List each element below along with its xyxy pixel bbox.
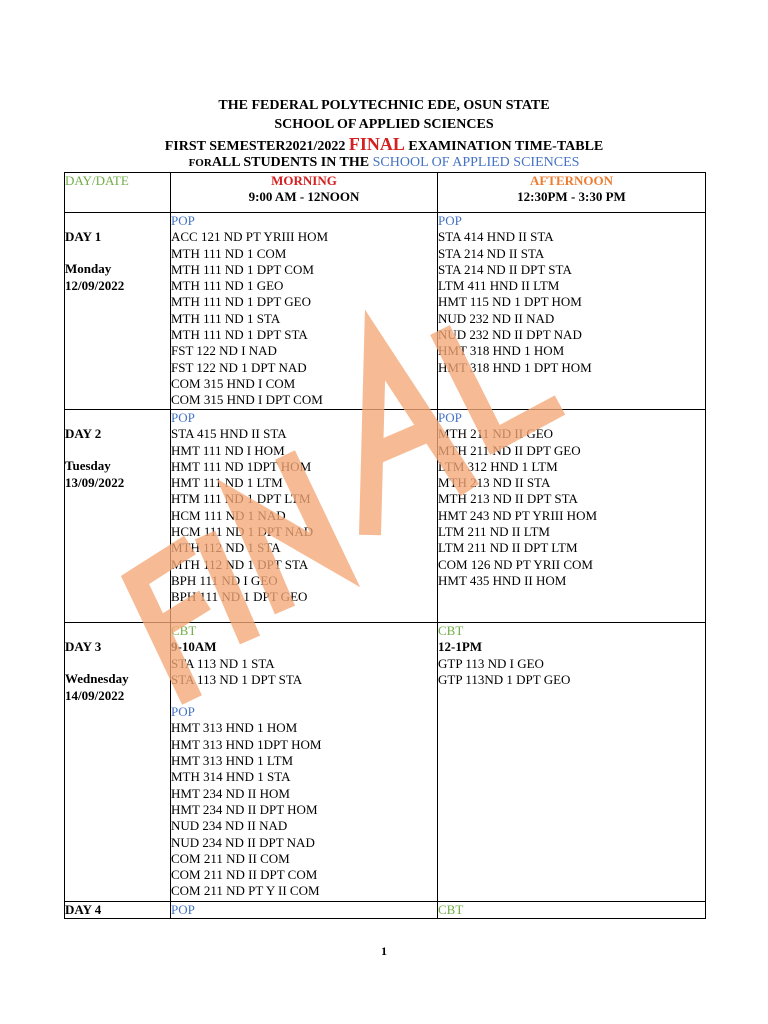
weekday: Wednesday <box>65 671 129 687</box>
course-entry: MTH 112 ND 1 DPT STA <box>171 556 309 572</box>
course-entry: HTM 111 ND 1 DPT LTM <box>171 491 311 507</box>
course-entry: NUD 234 ND II NAD <box>171 818 288 834</box>
course-list <box>438 656 705 689</box>
day-label: DAY 2 <box>65 426 102 441</box>
afternoon-cell <box>438 213 706 410</box>
exam-mode-tag: POP <box>171 704 195 720</box>
course-entry: NUD 232 ND II NAD <box>438 310 555 326</box>
course-list <box>171 426 437 605</box>
course-entry: HMT 313 HND 1 HOM <box>171 720 298 736</box>
school-name: SCHOOL OF APPLIED SCIENCES <box>274 117 494 132</box>
exam-mode-tag: CBT <box>438 623 464 638</box>
cbt-time: 9-10AM <box>171 639 217 655</box>
course-entry: MTH 111 ND 1 DPT GEO <box>171 294 311 310</box>
course-entry: MTH 211 ND II GEO <box>438 426 554 442</box>
course-entry: HMT 243 ND PT YRIII HOM <box>438 507 598 523</box>
morning-time: 9:00 AM - 12NOON <box>248 189 360 205</box>
table-row-day-4 <box>65 902 706 919</box>
afternoon-cell <box>438 623 706 902</box>
course-entry: COM 126 ND PT YRII COM <box>438 556 593 572</box>
exam-mode-tag: POP <box>438 213 462 228</box>
course-entry: HCM 111 ND 1 DPT NAD <box>171 524 314 540</box>
audience-line <box>0 155 768 171</box>
course-entry: MTH 111 ND 1 DPT COM <box>171 261 314 277</box>
weekday: Tuesday <box>65 458 111 474</box>
course-entry: MTH 111 ND 1 DPT STA <box>171 327 308 343</box>
course-entry: STA 113 ND 1 STA <box>171 655 275 671</box>
course-entry: MTH 211 ND II DPT GEO <box>438 442 581 458</box>
afternoon-header <box>438 173 706 213</box>
course-entry: HMT 318 HND 1 DPT HOM <box>438 359 592 375</box>
course-entry: GTP 113 ND I GEO <box>438 655 544 671</box>
morning-cell <box>171 410 438 623</box>
course-entry: HMT 234 ND II HOM <box>171 785 290 801</box>
day-cell <box>65 902 171 919</box>
course-entry: STA 415 HND II STA <box>171 426 287 442</box>
course-entry: HMT 435 HND II HOM <box>438 572 567 588</box>
course-entry: LTM 211 ND II DPT LTM <box>438 540 578 556</box>
course-entry: ACC 121 ND PT YRIII HOM <box>171 229 329 245</box>
morning-cell <box>171 902 438 919</box>
exam-mode-tag: CBT <box>171 623 197 638</box>
exam-mode-tag: POP <box>171 902 195 917</box>
course-entry: MTH 314 HND 1 STA <box>171 769 291 785</box>
course-entry: HMT 318 HND 1 HOM <box>438 343 565 359</box>
day-cell <box>65 410 171 623</box>
course-list <box>171 720 437 899</box>
morning-label: MORNING <box>271 173 337 188</box>
date: 13/09/2022 <box>65 474 125 490</box>
table-row-day-2 <box>65 410 706 623</box>
for-label: FOR <box>188 157 212 169</box>
morning-cell <box>171 623 438 902</box>
course-entry: STA 214 ND II STA <box>438 245 545 261</box>
course-entry: LTM 312 HND 1 LTM <box>438 458 558 474</box>
exam-mode-tag: CBT <box>438 902 464 917</box>
table-row-day-1 <box>65 213 706 410</box>
course-entry: COM 211 ND PT Y II COM <box>171 883 320 899</box>
day-cell <box>65 623 171 902</box>
course-entry: COM 315 HND I DPT COM <box>171 392 323 408</box>
timetable-title <box>0 134 768 155</box>
course-entry: HCM 111 ND 1 NAD <box>171 507 286 523</box>
course-entry: FST 122 ND 1 DPT NAD <box>171 359 307 375</box>
exam-mode-tag: POP <box>171 213 195 228</box>
audience-text: ALL STUDENTS IN THE <box>211 155 373 170</box>
course-entry: GTP 113ND 1 DPT GEO <box>438 671 571 687</box>
course-entry: HMT 111 ND 1DPT HOM <box>171 458 312 474</box>
course-entry: NUD 234 ND II DPT NAD <box>171 834 315 850</box>
title-prefix: FIRST SEMESTER2021/2022 <box>164 139 349 154</box>
morning-header <box>171 173 438 213</box>
course-entry: NUD 232 ND II DPT NAD <box>438 327 582 343</box>
course-entry: HMT 111 ND I HOM <box>171 442 285 458</box>
table-header-row <box>65 173 706 213</box>
course-entry: MTH 111 ND 1 STA <box>171 310 281 326</box>
course-entry: STA 214 ND II DPT STA <box>438 261 572 277</box>
course-list <box>171 229 437 408</box>
school-link-text: SCHOOL OF APPLIED SCIENCES <box>372 155 580 170</box>
day-label: DAY 4 <box>65 902 102 917</box>
exam-mode-tag: POP <box>171 410 195 425</box>
day-cell <box>65 213 171 410</box>
course-entry: MTH 213 ND II STA <box>438 475 551 491</box>
course-entry: STA 414 HND II STA <box>438 229 554 245</box>
daydate-header <box>65 173 171 213</box>
afternoon-time: 12:30PM - 3:30 PM <box>517 189 626 205</box>
course-entry: MTH 111 ND 1 GEO <box>171 278 284 294</box>
course-entry: BPH 111 ND I GEO <box>171 572 278 588</box>
course-list <box>438 229 705 376</box>
day-label: DAY 3 <box>65 639 102 654</box>
afternoon-cell <box>438 410 706 623</box>
course-entry: COM 211 ND II DPT COM <box>171 867 318 883</box>
date: 14/09/2022 <box>65 687 125 703</box>
table-row-day-3 <box>65 623 706 902</box>
course-entry: HMT 115 ND 1 DPT HOM <box>438 294 582 310</box>
date: 12/09/2022 <box>65 277 125 293</box>
cbt-time: 12-1PM <box>438 639 483 655</box>
exam-timetable <box>64 172 706 919</box>
course-entry: COM 315 HND I COM <box>171 375 296 391</box>
course-entry: HMT 234 ND II DPT HOM <box>171 801 318 817</box>
weekday: Monday <box>65 261 112 277</box>
page-number: 1 <box>381 944 387 958</box>
course-entry: MTH 111 ND 1 COM <box>171 245 287 261</box>
title-suffix: EXAMINATION TIME-TABLE <box>404 139 604 154</box>
course-entry: FST 122 ND I NAD <box>171 343 277 359</box>
course-entry: MTH 213 ND II DPT STA <box>438 491 578 507</box>
course-entry: STA 113 ND 1 DPT STA <box>171 671 303 687</box>
course-entry: HMT 313 HND 1DPT HOM <box>171 736 322 752</box>
daydate-label: DAY/DATE <box>65 173 129 188</box>
afternoon-label: AFTERNOON <box>529 173 614 188</box>
course-list <box>171 656 437 689</box>
course-entry: LTM 411 HND II LTM <box>438 278 560 294</box>
final-label: FINAL <box>348 134 405 154</box>
course-entry: COM 211 ND II COM <box>171 850 290 866</box>
course-entry: BPH 111 ND 1 DPT GEO <box>171 589 308 605</box>
day-label: DAY 1 <box>65 229 102 244</box>
exam-mode-tag: POP <box>438 410 462 425</box>
course-entry: MTH 112 ND 1 STA <box>171 540 281 556</box>
afternoon-cell <box>438 902 706 919</box>
course-entry: HMT 111 ND 1 LTM <box>171 475 283 491</box>
course-entry: LTM 211 ND II LTM <box>438 524 550 540</box>
document-header <box>0 96 768 171</box>
morning-cell <box>171 213 438 410</box>
institution-name: THE FEDERAL POLYTECHNIC EDE, OSUN STATE <box>218 98 550 113</box>
course-list <box>438 426 705 589</box>
course-entry: HMT 313 HND 1 LTM <box>171 753 294 769</box>
